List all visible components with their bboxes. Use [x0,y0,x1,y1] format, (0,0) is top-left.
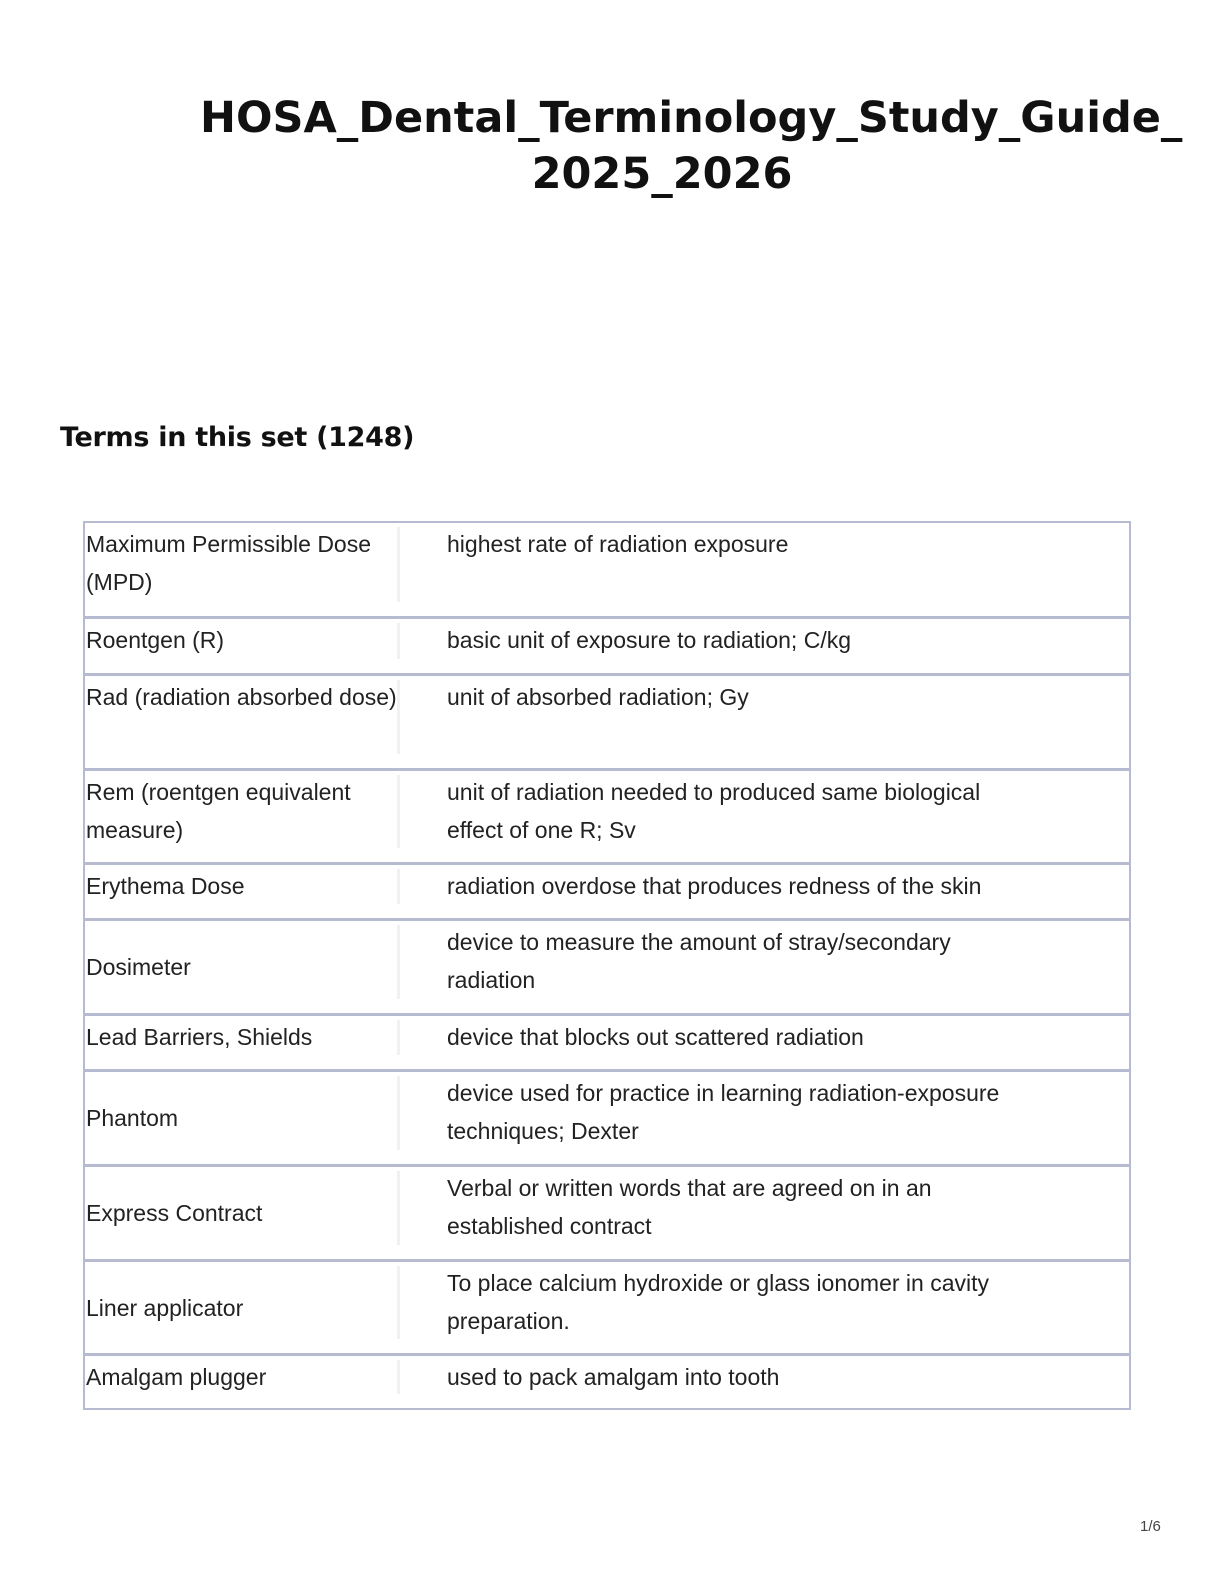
term-row [85,918,1129,1013]
term-row [85,523,1129,616]
definition-cell: To place calcium hydroxide or glass ionomer in cavity preparation. [447,1270,990,1334]
term-row [85,1259,1129,1353]
definition-cell: device that blocks out scattered radiation [447,1024,864,1050]
term-row [85,616,1129,673]
term-cell: Dosimeter [86,954,191,980]
term-cell: Maximum Permissible Dose (MPD) [86,531,372,595]
term-row [85,1164,1129,1259]
definition-cell: unit of radiation needed to produced same biological effect of one R; Sv [447,779,981,843]
document-title [200,90,1183,202]
term-row [85,768,1129,862]
term-row [85,1069,1129,1164]
definition-cell: basic unit of exposure to radiation; C/kg [447,627,852,653]
definition-cell: highest rate of radiation exposure [447,531,789,557]
term-cell: Rad (radiation absorbed dose) [86,684,397,710]
definition-cell: device used for practice in learning radiation-exposure techniques; Dexter [447,1080,1000,1144]
definition-cell: unit of absorbed radiation; Gy [447,684,749,710]
term-cell: Roentgen (R) [86,627,225,653]
term-cell: Amalgam plugger [86,1364,267,1390]
page-number: 1/6 [1140,1518,1161,1535]
document-title-line-2: 2025_2026 [531,149,793,199]
term-cell: Rem (roentgen equivalent measure) [86,779,351,843]
term-cell: Lead Barriers, Shields [86,1024,313,1050]
document-title-line-1: HOSA_Dental_Terminology_Study_Guide_ [200,93,1183,143]
definition-cell: radiation overdose that produces redness of the skin [447,873,982,899]
term-cell: Express Contract [86,1200,263,1226]
term-row [85,862,1129,918]
term-row [85,1353,1129,1408]
definition-cell: device to measure the amount of stray/secondary radiation [447,929,951,993]
definition-cell: used to pack amalgam into tooth [447,1364,780,1390]
term-cell: Liner applicator [86,1294,244,1321]
set-heading: Terms in this set (1248) [60,422,415,453]
terms-table [83,521,1131,1410]
term-row [85,1013,1129,1069]
term-cell: Phantom [86,1105,179,1131]
term-cell: Erythema Dose [86,873,245,899]
term-row [85,673,1129,768]
definition-cell: Verbal or written words that are agreed on in an established contract [447,1175,932,1239]
